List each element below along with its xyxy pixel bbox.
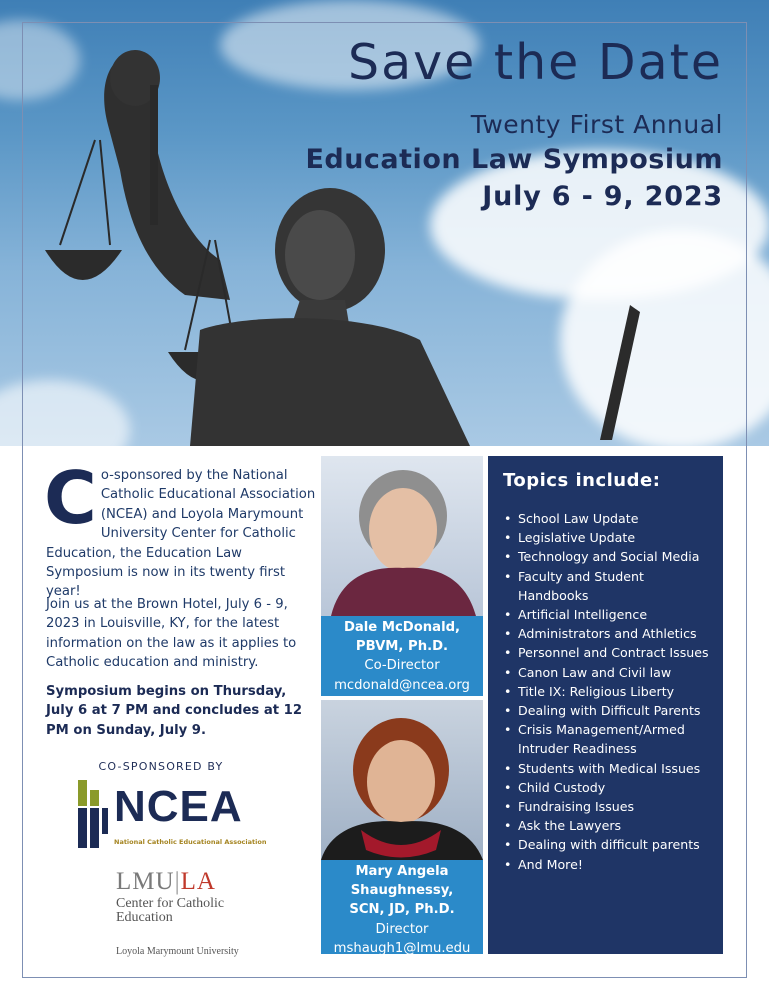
person-name: Mary Angela Shaughnessy, SCN, JD, Ph.D. bbox=[349, 864, 455, 918]
save-the-date-title: Save the Date bbox=[348, 34, 723, 91]
lmu-center-name: Center for Catholic Education bbox=[116, 896, 225, 925]
topics-list bbox=[502, 509, 718, 874]
lmu-logo: LMU|LA bbox=[116, 868, 216, 895]
intro-text: o-sponsored by the National Catholic Educational Association (NCEA) and Loyola Marymount University Center for Catholic Education, the Education Law Symposium is now in its twenty first year! bbox=[46, 468, 316, 600]
ncea-subtitle: National Catholic Educational Association bbox=[114, 838, 267, 846]
list-item: • Canon Law and Civil law bbox=[502, 663, 718, 682]
mary-shaughnessy-caption bbox=[321, 860, 483, 954]
list-item: • Personnel and Contract Issues bbox=[502, 643, 718, 662]
la-wordmark: LA bbox=[180, 868, 216, 895]
cosponsored-label: CO-SPONSORED BY bbox=[98, 760, 224, 773]
ncea-mark-icon bbox=[76, 780, 112, 852]
list-item: • Artificial Intelligence bbox=[502, 605, 718, 624]
list-item: • Technology and Social Media bbox=[502, 547, 718, 566]
dale-mcdonald-caption bbox=[321, 616, 483, 696]
intro-paragraph bbox=[44, 456, 316, 602]
schedule-paragraph: Symposium begins on Thursday, July 6 at 7 PM and concludes at 12 PM on Sunday, July 9. bbox=[46, 684, 302, 738]
lmu-university-name: Loyola Marymount University bbox=[116, 946, 239, 957]
list-item: • Ask the Lawyers bbox=[502, 816, 718, 835]
portrait-icon bbox=[321, 700, 483, 860]
list-item: • Title IX: Religious Liberty bbox=[502, 682, 718, 701]
annual-subtitle: Twenty First Annual bbox=[470, 110, 723, 139]
list-item: • School Law Update bbox=[502, 509, 718, 528]
list-item: • Students with Medical Issues bbox=[502, 759, 718, 778]
hero-image bbox=[0, 0, 769, 446]
event-dates: July 6 - 9, 2023 bbox=[482, 181, 723, 212]
list-item: • And More! bbox=[502, 855, 718, 874]
list-item: • Dealing with Difficult Parents bbox=[502, 701, 718, 720]
ncea-logo bbox=[76, 780, 276, 852]
person-email[interactable]: mcdonald@ncea.org bbox=[334, 677, 470, 693]
topics-heading: Topics include: bbox=[503, 470, 661, 491]
list-item: • Child Custody bbox=[502, 778, 718, 797]
venue-paragraph: Join us at the Brown Hotel, July 6 - 9, 2023 in Louisville, KY, for the latest information on the law as it applies to Catholic education and ministry. bbox=[46, 597, 297, 671]
person-name: Dale McDonald, PBVM, Ph.D. bbox=[343, 620, 461, 655]
list-item: • Administrators and Athletics bbox=[502, 624, 718, 643]
dale-mcdonald-photo bbox=[321, 456, 483, 616]
list-item: • Legislative Update bbox=[502, 528, 718, 547]
list-item: • Crisis Management/Armed Intruder Readiness bbox=[502, 720, 718, 758]
event-title: Education Law Symposium bbox=[305, 144, 723, 175]
person-role: Co-Director bbox=[364, 658, 440, 674]
list-item: • Fundraising Issues bbox=[502, 797, 718, 816]
person-email[interactable]: mshaugh1@lmu.edu bbox=[333, 940, 471, 956]
list-item: • Faculty and Student Handbooks bbox=[502, 567, 718, 605]
ncea-wordmark: NCEA bbox=[114, 782, 243, 831]
dropcap: C bbox=[44, 456, 97, 540]
lmu-wordmark: LMU bbox=[116, 868, 175, 895]
portrait-icon bbox=[321, 456, 483, 616]
person-role: Director bbox=[375, 921, 429, 937]
topics-panel bbox=[488, 456, 723, 954]
mary-shaughnessy-photo bbox=[321, 700, 483, 860]
list-item: • Dealing with difficult parents bbox=[502, 835, 718, 854]
